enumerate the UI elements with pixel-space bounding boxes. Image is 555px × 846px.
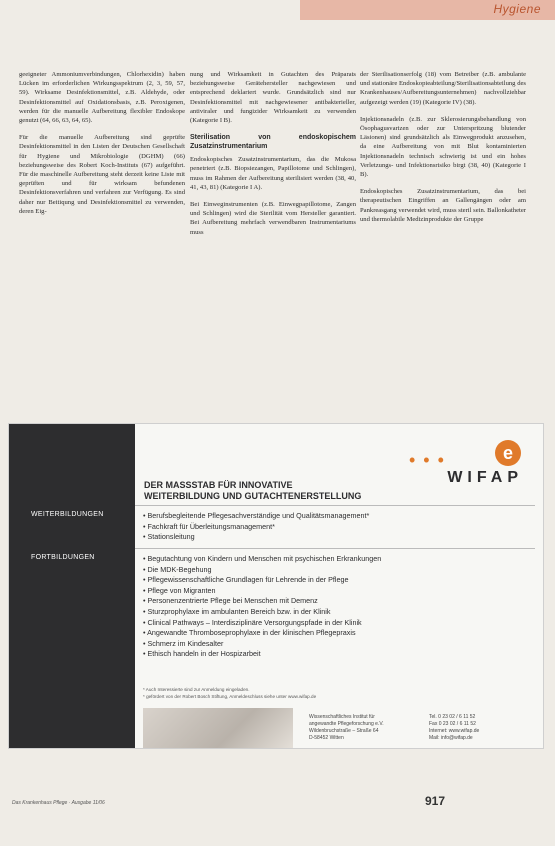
text-column-2 xyxy=(190,70,356,245)
paragraph: Endoskopisches Zusatzinstrumentarium, das die Mukosa penetriert (z.B. Biopsiezangen, Papillotome und Schlingen), muss im Rahmen der Aufbereitung sterilisiert werden (38, 40, 41, 43, 81) (Kategorie I A). xyxy=(190,156,356,191)
list-item: • Personenzentrierte Pflege bei Menschen mit Demenz xyxy=(143,596,381,607)
text-column-1 xyxy=(19,70,185,224)
list-item: • Clinical Pathways – Interdisziplinäre Versorgungspfade in der Klinik xyxy=(143,618,381,629)
course-list xyxy=(143,511,369,543)
list-item: • Begutachtung von Kindern und Menschen mit psychischen Erkrankungen xyxy=(143,554,381,565)
list-item: • Angewandte Thromboseprophylaxe in der klinischen Pflegepraxis xyxy=(143,628,381,639)
paragraph: nung und Wirksamkeit in Gutachten des Präparats beziehungsweise Gerätehersteller nachgewiesen und entsprechend deklariert wurde. Grundsätzlich sind nur Desinfektionsmittel mit nachgewiesener antibakterieller, antiviraler und fungizider Wirksamkeit zu verwenden (Kategorie I B). xyxy=(190,71,356,125)
list-item: • Pflege von Migranten xyxy=(143,586,381,597)
section-title: Hygiene xyxy=(493,2,541,16)
section-label: FORTBILDUNGEN xyxy=(31,554,95,561)
list-item: • Fachkraft für Überleitungsmanagement* xyxy=(143,522,369,533)
paragraph: Injektionsnadeln (z.B. zur Sklerosierungsbehandlung von Ösophagusvarizen oder zur Unterspritzung blutender Läsionen) sind grundsätzlich als Einwegprodukt anzusehen, da eine Aufbereitung von mit Blut kontaminierten Injektionsnadeln technisch schwierig ist und ein hohes Verletzungs- und Infektionsrisiko birgt (38, 40) (Kategorie I B). xyxy=(360,115,526,179)
list-item: • Stationsleitung xyxy=(143,532,369,543)
ad-title: DER MASSSTAB FÜR INNOVATIVE WEITERBILDUNG UND GUTACHTENERSTELLUNG xyxy=(144,480,362,501)
baby-photo xyxy=(143,708,293,748)
list-item: • Die MDK-Begehung xyxy=(143,565,381,576)
logo-dots-icon: ••• xyxy=(409,450,452,470)
journal-footer: Das Krankenhaus Pflege · Ausgabe 11/06 xyxy=(12,800,105,806)
logo-mark-icon: e xyxy=(495,440,521,466)
subheading: Sterilisation von endoskopischem Zusatzinstrumentarium xyxy=(190,134,356,151)
section-label: WEITERBILDUNGEN xyxy=(31,511,104,518)
ad-footnotes: * Auch Interessierte sind zur Anmeldung eingeladen. * gefördert von der Robert Bosch Stiftung, Anmeldeschluss siehe unter www.wifap.de xyxy=(143,687,317,699)
text-column-3 xyxy=(360,70,526,232)
list-item: • Berufsbegleitende Pflegesachverständige und Qualitätsmanagement* xyxy=(143,511,369,522)
divider xyxy=(135,505,535,506)
paragraph: Bei Einweginstrumenten (z.B. Einwegpapillotome, Zangen und Schlingen) wird die Sterilität vom Hersteller garantiert. Bei Aufbereitung mehrfach verwendbaren Instrumentariums muss xyxy=(190,201,356,236)
paragraph: der Sterilisationserfolg (18) vom Betreiber (z.B. ambulante und stationäre Endoskopieabteilung/Sterilisationsabteilung des Krankenhauses/Aufbereitungsunternehmen) nachvollziehbar aufgezeigt werden (19) (Kategorie IV) (38). xyxy=(360,71,526,106)
contact-address: Wissenschaftliches Institut für angewandte Pflegeforschung e.V. Wildenbruchstraße – Straße 64 D-58452 Witten xyxy=(309,714,384,741)
paragraph: Für die manuelle Aufbereitung sind geprüfte Desinfektionsmittel in den Listen der Deutschen Gesellschaft für Hygiene und Mikrobiologie (DGHM) (66) beziehungsweise des Robert Koch-Instituts (67) aufgeführt. Für die maschinelle Aufbereitung steht derzeit keine Liste mit geprüften und für wirksam befundenen Desinfektionsverfahren und verfahren zur Verfügung. Es sind daher nur Beitiqung und Desinfektionsmittel zu verwenden, deren Eig- xyxy=(19,134,185,215)
wifap-logo xyxy=(389,438,529,486)
divider xyxy=(135,548,535,549)
advertisement xyxy=(8,423,544,749)
paragraph: geeigneter Ammoniumverbindungen, Chlorhexidin) haben Lücken im erforderlichen Wirkungsspektrum (2, 3, 59, 57, 59). Wirksame Desinfektionsmittel, z.B. Aldehyde, oder Desinfektionsmittel auf Oxidationsbasis, z.B. Peroxigenen, werden für die manuelle Aufbereitung flexibler Endoskope genutzt (64, 66, 63, 64, 65). xyxy=(19,71,185,125)
page-number: 917 xyxy=(425,794,446,808)
course-list xyxy=(143,554,381,660)
contact-phone: Tel. 0 23 02 / 6 11 52 Fax 0 23 02 / 6 11 52 Internet: www.wifap.de Mail: info@wifap.de xyxy=(429,714,480,741)
paragraph: Endoskopisches Zusatzinstrumentarium, das bei therapeutischen Eingriffen an Gallengängen oder am Pankreasgang verwendet wird, muss steril sein. Ballonkatheter und thermolabile Medizinprodukte der Gruppe xyxy=(360,188,526,223)
list-item: • Pflegewissenschaftliche Grundlagen für Lehrende in der Pflege xyxy=(143,575,381,586)
list-item: • Ethisch handeln in der Hospizarbeit xyxy=(143,649,381,660)
logo-text: WIFAP xyxy=(447,469,523,486)
section-header-bar xyxy=(300,0,555,20)
ad-sidebar xyxy=(9,424,135,748)
list-item: • Schmerz im Kindesalter xyxy=(143,639,381,650)
list-item: • Sturzprophylaxe im ambulanten Bereich bzw. in der Klinik xyxy=(143,607,381,618)
